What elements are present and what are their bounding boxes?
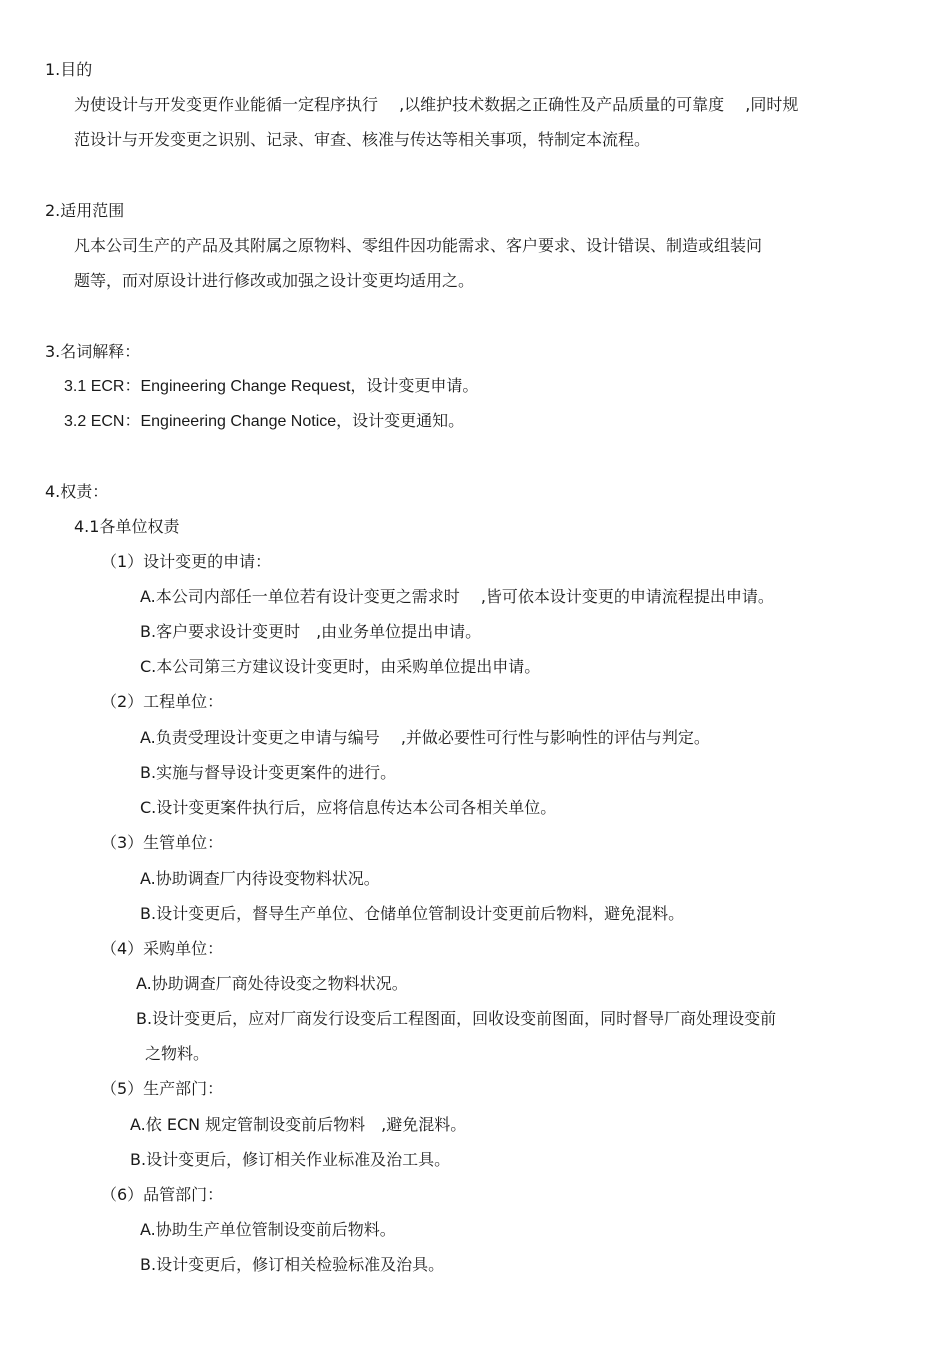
group-6-item-a: A.协助生产单位管制设变前后物料。: [140, 1220, 396, 1239]
section-2-text-line-1: 凡本公司生产的产品及其附属之原物料、零组件因功能需求、客户要求、设计错误、制造或组装问: [74, 236, 763, 255]
group-4-item-b: B.设计变更后，应对厂商发行设变后工程图面，回收设变前图面，同时督导厂商处理设变前: [136, 1009, 777, 1028]
group-5-item-b: B.设计变更后，修订相关作业标准及治工具。: [130, 1150, 451, 1169]
group-1-title: （1）设计变更的申请：: [101, 552, 272, 571]
group-3-item-b: B.设计变更后，督导生产单位、仓储单位管制设计变更前后物料，避免混料。: [140, 904, 685, 923]
section-2-text-line-2: 题等，而对原设计进行修改或加强之设计变更均适用之。: [74, 271, 475, 290]
group-5-title: （5）生产部门：: [101, 1079, 224, 1098]
section-2-heading: 2.适用范围: [45, 201, 125, 220]
group-4-item-a: A.协助调查厂商处待设变之物料状况。: [136, 974, 408, 993]
section-3-heading: 3.名词解释：: [45, 342, 141, 361]
group-2-item-c: C.设计变更案件执行后，应将信息传达本公司各相关单位。: [140, 798, 557, 817]
group-5-item-a: A.依 ECN 规定管制设变前后物料 ,避免混料。: [130, 1115, 467, 1134]
group-1-item-b: B.客户要求设计变更时 ,由业务单位提出申请。: [140, 622, 482, 641]
section-4-1-heading: 4.1各单位权责: [74, 517, 180, 536]
group-1-item-c: C.本公司第三方建议设计变更时，由采购单位提出申请。: [140, 657, 541, 676]
group-2-title: （2）工程单位：: [101, 692, 224, 711]
group-1-item-a: A.本公司内部任一单位若有设计变更之需求时 ,皆可依本设计变更的申请流程提出申请。: [140, 587, 774, 606]
group-6-title: （6）品管部门：: [101, 1185, 224, 1204]
section-1-text-line-1: 为使设计与开发变更作业能循一定程序执行 ,以维护技术数据之正确性及产品质量的可靠度 ,同时规: [74, 95, 799, 114]
group-3-item-a: A.协助调查厂内待设变物料状况。: [140, 869, 380, 888]
term-item-ecr: 3.1 ECR：Engineering Change Request，设计变更申请。: [64, 378, 479, 395]
group-4-title: （4）采购单位：: [101, 939, 224, 958]
group-4-item-b-continued: 之物料。: [145, 1044, 210, 1063]
section-1-text-line-2: 范设计与开发变更之识别、记录、审查、核准与传达等相关事项，特制定本流程。: [74, 130, 651, 149]
group-2-item-a: A.负责受理设计变更之申请与编号 ,并做必要性可行性与影响性的评估与判定。: [140, 728, 710, 747]
term-item-ecn: 3.2 ECN：Engineering Change Notice，设计变更通知。: [64, 413, 465, 430]
group-2-item-b: B.实施与督导设计变更案件的进行。: [140, 763, 397, 782]
group-3-title: （3）生管单位：: [101, 833, 224, 852]
section-1-heading: 1.目的: [45, 60, 93, 79]
group-6-item-b: B.设计变更后，修订相关检验标准及治具。: [140, 1255, 445, 1274]
section-4-heading: 4.权责：: [45, 482, 109, 501]
